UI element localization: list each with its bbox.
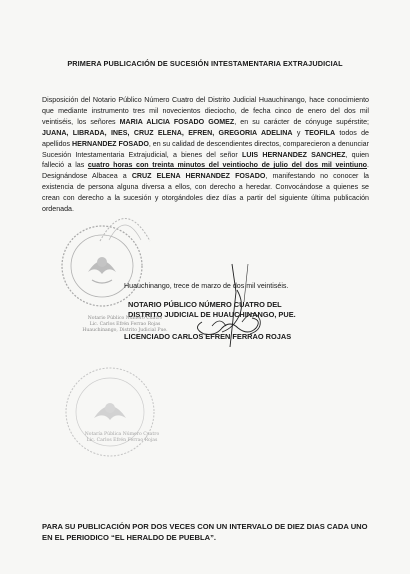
body-text: y [292,128,305,137]
names-heirs: JUANA, LIBRADA, INES, CRUZ ELENA, EFREN, GREGORIA ADELINA [42,128,293,137]
name-deceased: LUIS HERNANDEZ SANCHEZ [241,150,346,159]
lower-stamp [72,432,172,444]
handwritten-signature [182,262,282,352]
body-text: Disposición del Notario Público Número Cuatro del Distrito Judicial Huauchinango, hace conocimiento que mediante instrumento tres mil novecientos dieciocho, de fecha cinco de enero del dos mil veintiséis, los señores [42,96,369,126]
small-stamp-line3: Huauchinango, Distrito Judicial Pue. [82,328,168,333]
name-maria-alicia: MARIA ALICIA FOSADO GOMEZ [119,117,235,126]
death-time: cuatro horas con treinta minutos del veintiocho de julio del dos mil veintiuno [87,161,367,170]
small-stamp-line2: Lic. Carlos Efrén Ferrao Rojas [89,322,161,327]
lower-stamp-line2: Lic. Carlos Efrén Ferrao Rojas [86,438,158,443]
small-stamp-line1: Notario Público Número Cuatro [87,316,163,321]
body-text: , en su calidad de descendientes directos, comparecieron a denunciar Sucesión Intestamentaria Extrajudicial, a bienes del señor [42,139,369,159]
notary-seal-top [95,196,155,246]
body-text: , quien falleció a las [42,150,369,170]
notary-name: LICENCIADO CARLOS EFREN FERRAO ROJAS [124,332,292,341]
document-title: PRIMERA PUBLICACIÓN DE SUCESIÓN INTESTAMENTARIA EXTRAJUDICIAL [67,59,343,68]
dateline: Huauchinango, trece de marzo de dos mil veintiséis. [124,282,289,290]
body-text: todos de apellidos [42,128,369,148]
surname-heirs: HERNANDEZ FOSADO [71,139,149,148]
name-albacea: CRUZ ELENA HERNANDEZ FOSADO [131,172,266,181]
publication-footer: PARA SU PUBLICACIÓN POR DOS VECES CON UN INTERVALO DE DIEZ DIAS CADA UNO EN EL PERIODICO “EL HERALDO DE PUEBLA”. [42,522,368,542]
name-teofila: TEOFILA [304,128,336,137]
body-text: , en su carácter de cónyuge supérstite; [234,117,369,126]
notary-seal-lower [60,362,160,462]
document-body [42,95,369,215]
lower-stamp-line1: Notaría Pública Número Cuatro [84,432,160,437]
notary-title-line2: DISTRITO JUDICIAL DE HUAUCHINANGO, PUE. [128,310,296,319]
body-text: . Designándose Albacea a [42,161,369,181]
body-text: , manifestando no conocer la existencia de persona alguna diversa a ellos, con derecho a heredar. Convocándose a quienes se crean con derecho a la sucesión y otorgándoles diez días a partir del siguiente última publicación ordenada. [42,172,369,214]
notary-title-line1: NOTARIO PÚBLICO NÚMERO CUATRO DEL [128,300,282,309]
